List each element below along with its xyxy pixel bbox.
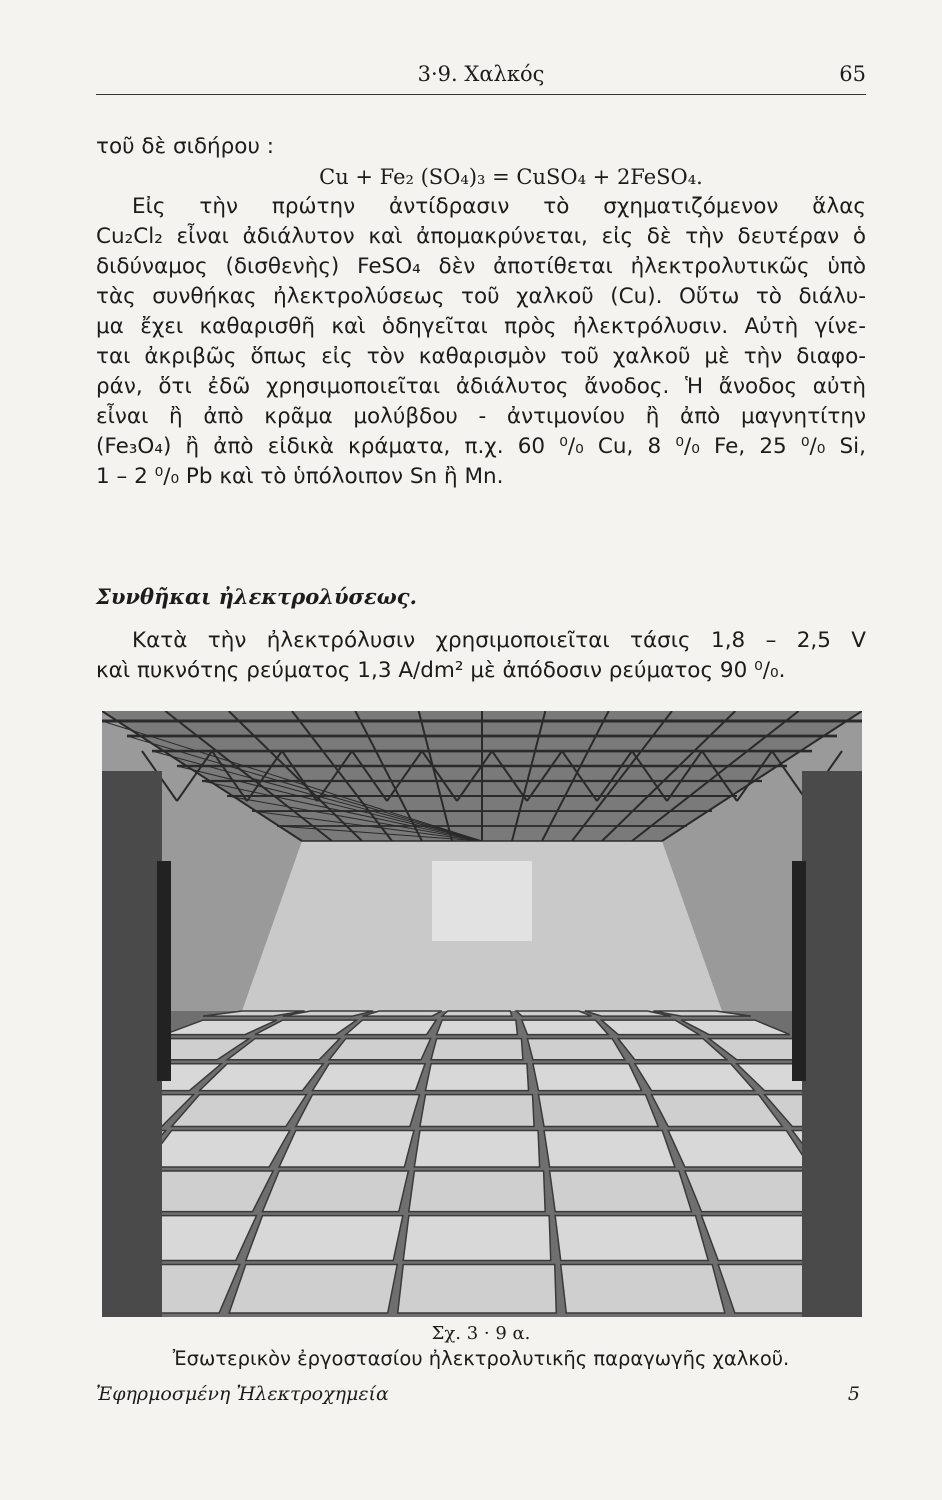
section-subheading: Συνθῆκαι ἠλεκτρολύσεως.	[96, 584, 417, 609]
paragraph-line: Cu₂Cl₂ εἶναι ἀδιάλυτον καὶ ἀπομακρύνεται, εἰς δὲ τὴν δευτέραν ὁ	[96, 224, 866, 249]
intro-line: τοῦ δὲ σιδήρου :	[96, 134, 274, 159]
electrolysis-hall-illustration	[102, 711, 862, 1317]
paragraph-line: Εἰς τὴν πρώτην ἀντίδρασιν τὸ σχηματιζόμενον ἅλας	[132, 194, 866, 219]
running-header	[96, 60, 866, 96]
paragraph-line: διδύναμος (δισθενὴς) FeSO₄ δὲν ἀποτίθεται ἠλεκτρολυτικῶς ὑπὸ	[96, 254, 866, 279]
conditions-text	[96, 626, 866, 686]
header-rule	[96, 94, 866, 95]
conditions-line: Κατὰ τὴν ἠλεκτρόλυσιν χρησιμοποιεῖται τάσις 1,8 – 2,5 V	[132, 628, 866, 653]
paragraph-line: ται ἀκριβῶς ὅπως εἰς τὸν καθαρισμὸν τοῦ χαλκοῦ μὲ τὴν διαφο-	[96, 344, 866, 369]
paragraph-line: 1 – 2 ⁰/₀ Pb καὶ τὸ ὑπόλοιπον Sn ἢ Mn.	[96, 464, 504, 489]
signature-mark: 5	[847, 1383, 860, 1405]
chemical-equation: Cu + Fe₂ (SO₄)₃ = CuSO₄ + 2FeSO₄.	[319, 165, 703, 189]
factory-photo	[102, 711, 862, 1317]
paragraph-line: (Fe₃O₄) ἢ ἀπὸ εἰδικὰ κράματα, π.χ. 60 ⁰/₀ Cu, 8 ⁰/₀ Fe, 25 ⁰/₀ Si,	[96, 434, 866, 459]
page-number: 65	[839, 62, 866, 86]
paragraph-line: εἶναι ἢ ἀπὸ κρᾶμα μολύβδου - ἀντιμονίου ἢ ἀπὸ μαγνητίτην	[96, 404, 866, 429]
figure-caption: Ἐσωτερικὸν ἐργοστασίου ἠλεκτρολυτικῆς παραγωγῆς χαλκοῦ.	[172, 1347, 790, 1370]
paragraph-line: ράν, ὅτι ἐδῶ χρησιμοποιεῖται ἀδιάλυτος ἄνοδος. Ἡ ἄνοδος αὐτὴ	[96, 374, 866, 399]
section-title: 3·9. Χαλκός	[417, 62, 545, 86]
paragraph-line: μα ἔχει καθαρισθῆ καὶ ὁδηγεῖται πρὸς ἠλεκτρόλυσιν. Αὐτὴ γίνε-	[96, 314, 866, 339]
book-title: Ἐφηρμοσμένη Ἠλεκτροχημεία	[96, 1383, 389, 1405]
conditions-line: καὶ πυκνότης ρεύματος 1,3 A/dm² μὲ ἀπόδοσιν ρεύματος 90 ⁰/₀.	[96, 658, 786, 683]
page-footer	[96, 1383, 866, 1413]
figure-number: Σχ. 3 · 9 α.	[431, 1323, 531, 1344]
body-text	[96, 132, 866, 492]
paragraph-line: τὰς συνθήκας ἠλεκτρολύσεως τοῦ χαλκοῦ (Cu). Οὕτω τὸ διάλυ-	[96, 284, 866, 309]
